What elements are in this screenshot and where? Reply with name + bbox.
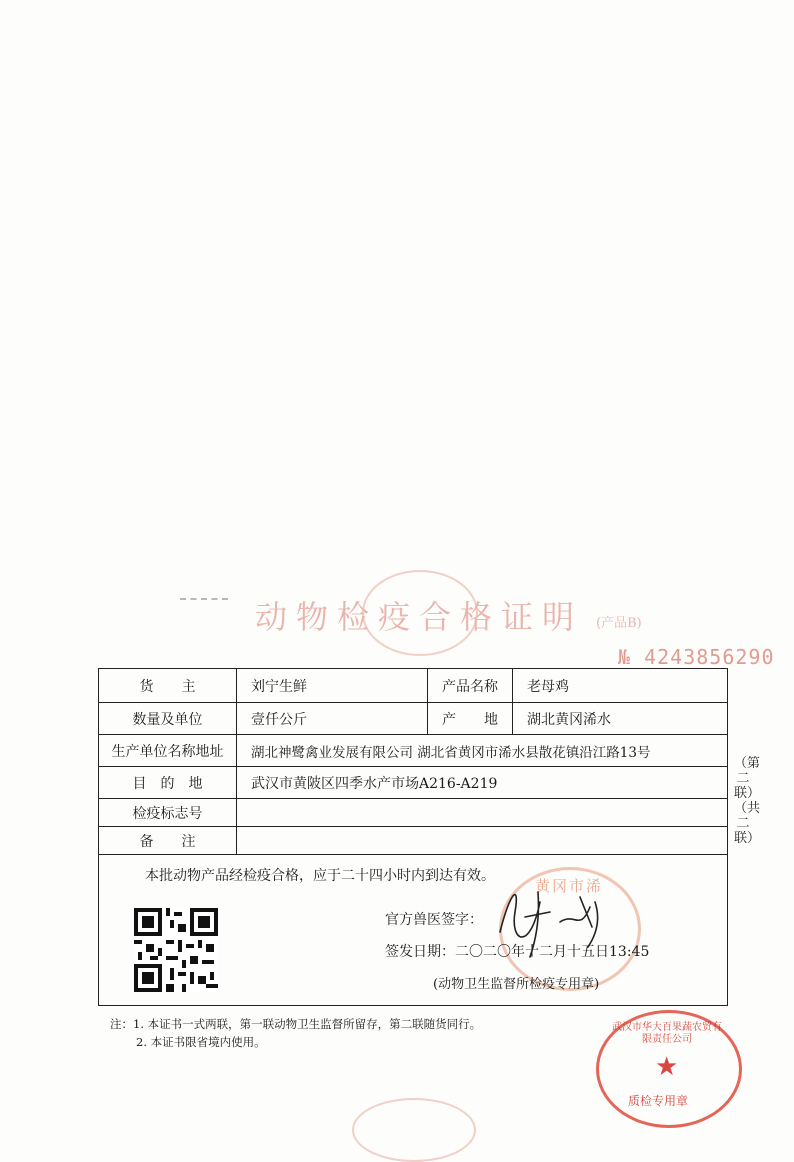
quarantine-mark-value <box>237 799 727 826</box>
producer-label: 生产单位名称地址 <box>99 735 237 766</box>
owner-value: 刘宁生鲜 <box>251 678 307 695</box>
company-stamp-text: 武汉市华大百果蔬农贸有限责任公司 <box>612 1022 722 1045</box>
remarks-label: 备 注 <box>99 827 237 854</box>
vet-signature <box>480 872 630 962</box>
vet-stamp-text: 黄冈市浠 <box>535 877 604 895</box>
product-name-label: 产品名称 <box>427 669 513 702</box>
serial-number: № 4243856290 <box>618 645 775 669</box>
validity-statement: 本批动物产品经检疫合格，应于二十四小时内到达有效。 <box>145 868 495 884</box>
row-owner <box>99 669 727 703</box>
origin-label: 产 地 <box>427 703 513 734</box>
qr-code-icon <box>134 908 218 992</box>
vet-signature-label: 官方兽医签字： <box>385 912 483 928</box>
stamp-star-icon: ★ <box>655 1052 679 1082</box>
note-line-2: 2. 本证书限省境内使用。 <box>136 1035 266 1049</box>
destination-value: 武汉市黄陂区四季水产市场A216-A219 <box>251 775 498 792</box>
row-producer <box>99 735 727 767</box>
faint-bottom-stamp <box>352 1098 476 1162</box>
seal-caption: (动物卫生监督所检疫专用章) <box>433 977 600 992</box>
owner-label: 货 主 <box>99 669 237 702</box>
row-remarks <box>99 827 727 855</box>
issue-date-label: 签发日期： <box>385 944 455 960</box>
note-line-1: 注：1. 本证书一式两联，第一联动物卫生监督所留存，第二联随货同行。 <box>110 1017 482 1031</box>
certificate-subtitle: (产品B) <box>596 616 642 631</box>
certificate-title: 动物检疫合格证明 <box>255 598 584 636</box>
row-quarantine-mark <box>99 799 727 827</box>
issue-date-value: 二〇二〇年十二月十五日13:45 <box>455 944 650 960</box>
quarantine-mark-label: 检疫标志号 <box>99 799 237 826</box>
origin-value: 湖北黄冈浠水 <box>527 711 611 728</box>
product-name-value: 老母鸡 <box>527 678 569 695</box>
row-quantity <box>99 703 727 735</box>
copy-indicator: （第二联）（共二联） <box>734 756 761 846</box>
destination-label: 目 的 地 <box>99 767 237 798</box>
dashed-mark <box>180 598 228 603</box>
company-stamp-bottom: 质检专用章 <box>628 1094 689 1108</box>
remarks-value <box>237 827 727 854</box>
quantity-label: 数量及单位 <box>99 703 237 734</box>
quantity-value: 壹仟公斤 <box>251 711 307 728</box>
row-destination <box>99 767 727 799</box>
producer-value: 湖北神鹭禽业发展有限公司 湖北省黄冈市浠水县散花镇沿江路13号 <box>251 744 651 761</box>
